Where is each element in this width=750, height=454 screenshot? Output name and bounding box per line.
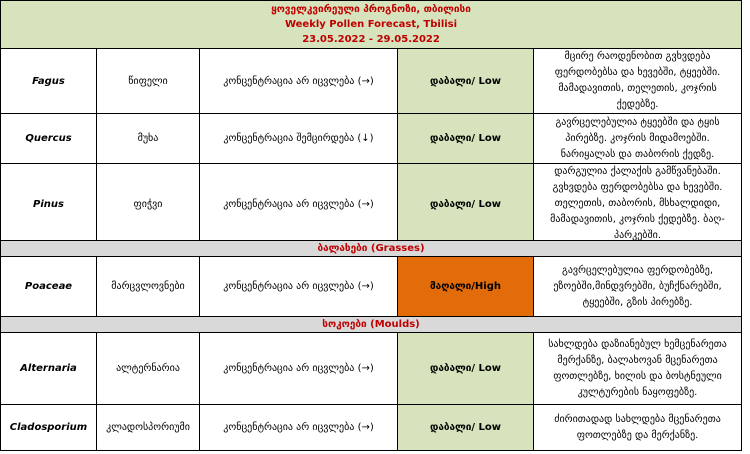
georgian-name: მარცვლოვნები <box>97 257 200 317</box>
header-title-en: Weekly Pollen Forecast, Tbilisi <box>284 19 458 30</box>
trend-text: კონცენტრაცია არ იცვლება (→) <box>200 164 398 245</box>
table-row-quercus <box>1 114 742 164</box>
latin-name: Fagus <box>1 49 97 114</box>
section-title-moulds: სოკოები (Moulds) <box>1 317 742 333</box>
latin-name: Quercus <box>1 114 97 164</box>
grasses-moulds-table <box>0 240 742 451</box>
header-title-ka: ყოველკვირეული პროგნოზი, თბილისი <box>271 4 471 15</box>
latin-name: Poaceae <box>1 257 97 317</box>
distribution-note: ძირითადად სახლდება მცენარეთა ფოთლებზე და მერქანზე. <box>534 405 742 451</box>
header-period: 23.05.2022 - 29.05.2022 <box>302 34 440 45</box>
distribution-note: გავრცელებულია ტყეებში და ტყის პირებზე. კოჯრის მიდამოებში. ნარიყალას და თაბორის ქედზე. <box>534 114 742 164</box>
latin-name: Alternaria <box>1 333 97 405</box>
table-row-cladosporium <box>1 405 742 451</box>
georgian-name: მუხა <box>97 114 200 164</box>
trend-text: კონცენტრაცია არ იცვლება (→) <box>200 405 398 451</box>
trend-text: კონცენტრაცია შემცირდება (↓) <box>200 114 398 164</box>
level-badge: დაბალი/ Low <box>398 405 534 451</box>
distribution-note: დარგულია ქალაქის გამწვანებაში. გვხვდება ფერდობებსა და ხევებში. თელეთის, თაბორის, მსხალდიდი, მამადავითის, კოჯრის ქედებზე. ბაღ-პარკებში. <box>534 164 742 245</box>
forecast-header-cell <box>1 1 742 49</box>
georgian-name: ალტერნარია <box>97 333 200 405</box>
level-badge: დაბალი/ Low <box>398 164 534 245</box>
georgian-name: ფიჭვი <box>97 164 200 245</box>
table-row-poaceae <box>1 257 742 317</box>
trend-text: კონცენტრაცია არ იცვლება (→) <box>200 333 398 405</box>
forecast-header <box>1 1 742 49</box>
georgian-name: კლადოსპორიუმი <box>97 405 200 451</box>
trend-text: კონცენტრაცია არ იცვლება (→) <box>200 49 398 114</box>
table-row-alternaria <box>1 333 742 405</box>
distribution-note: მცირე რაოდენობით გვხვდება ფერდობებსა და ხევებში, ტყეებში. მამადავითის, თელეთის, კოჯრის ქედებზე. <box>534 49 742 114</box>
level-badge: მაღალი/High <box>398 257 534 317</box>
distribution-note: გავრცელებულია ფერდობებზე, ეზოებში,მინდვრებში, ბუჩქნარებში, ტყეებში, გზის პირებზე. <box>534 257 742 317</box>
distribution-note: სახლდება დაზიანებულ ხემცენარეთა მერქანზე, ბალახოვან მცენარეთა ფოთლებზე, ხილის და ბოსტნეული კულტურების ნაყოფებზე. <box>534 333 742 405</box>
level-badge: დაბალი/ Low <box>398 49 534 114</box>
section-moulds <box>1 317 742 333</box>
table-row-fagus <box>1 49 742 114</box>
georgian-name: წიფელი <box>97 49 200 114</box>
latin-name: Cladosporium <box>1 405 97 451</box>
section-grasses <box>1 241 742 257</box>
table-row-pinus <box>1 164 742 245</box>
latin-name: Pinus <box>1 164 97 245</box>
trend-text: კონცენტრაცია არ იცვლება (→) <box>200 257 398 317</box>
level-badge: დაბალი/ Low <box>398 333 534 405</box>
level-badge: დაბალი/ Low <box>398 114 534 164</box>
section-title-grasses: ბალახები (Grasses) <box>1 241 742 257</box>
